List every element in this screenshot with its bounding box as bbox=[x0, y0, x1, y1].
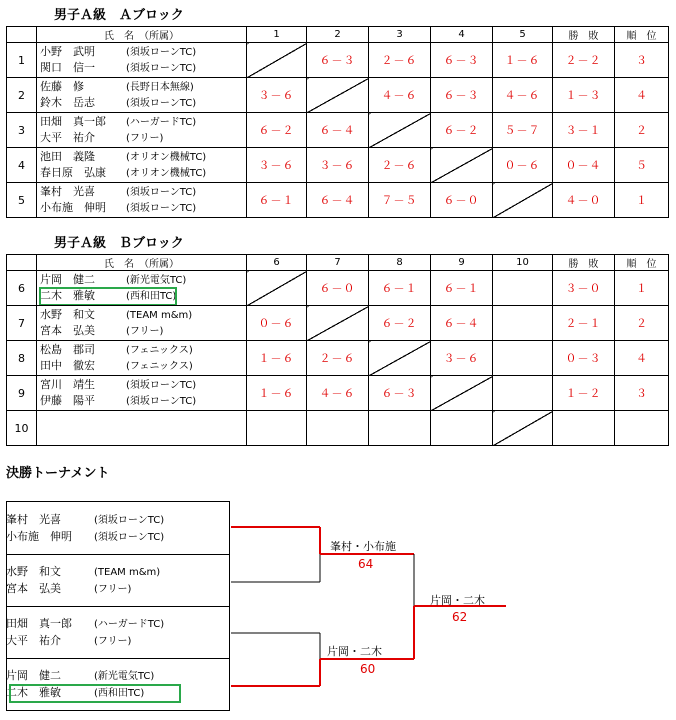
header-col: 2 bbox=[307, 27, 369, 43]
player-affiliation: (ハーガードTC) bbox=[94, 619, 165, 630]
score-cell: ６－２ bbox=[369, 306, 431, 341]
rank: ３ bbox=[615, 376, 669, 411]
player-affiliation: (フリー) bbox=[94, 584, 132, 595]
win-loss: １－３ bbox=[553, 78, 615, 113]
player-name: 池田 義隆 bbox=[40, 150, 95, 163]
win-loss: １－２ bbox=[553, 376, 615, 411]
semi2-score: 60 bbox=[360, 662, 376, 676]
player-name: 小布施 伸明 bbox=[6, 530, 72, 543]
player-name: 大平 祐介 bbox=[6, 634, 61, 647]
rank: １ bbox=[615, 183, 669, 218]
rank: ４ bbox=[615, 78, 669, 113]
player-name: 二木 雅敏 bbox=[6, 686, 61, 699]
player-name: 大平 祐介 bbox=[40, 131, 95, 144]
score-cell: ６－２ bbox=[431, 113, 493, 148]
header-col: 4 bbox=[431, 27, 493, 43]
score-cell: ２－６ bbox=[369, 43, 431, 78]
header-wl: 勝 敗 bbox=[553, 255, 615, 271]
rank: ４ bbox=[615, 341, 669, 376]
rank: １ bbox=[615, 271, 669, 306]
win-loss: ３－１ bbox=[553, 113, 615, 148]
player-affiliation: (フリー) bbox=[94, 636, 132, 647]
player-affiliation: (ハーガードTC) bbox=[126, 117, 197, 128]
player-name: 水野 和文 bbox=[40, 308, 95, 321]
player-affiliation: (須坂ローンTC) bbox=[126, 203, 197, 214]
entry-number: 9 bbox=[7, 376, 37, 411]
score-cell: ４－６ bbox=[369, 78, 431, 113]
player-name: 鈴木 岳志 bbox=[40, 96, 95, 109]
entry-number: 1 bbox=[7, 43, 37, 78]
score-cell: ６－２ bbox=[247, 113, 307, 148]
player-name: 峯村 光喜 bbox=[40, 185, 95, 198]
player-affiliation: (フェニックス) bbox=[126, 361, 193, 372]
score-cell: ６－３ bbox=[431, 43, 493, 78]
score-cell: ０－６ bbox=[493, 148, 553, 183]
score-cell: ２－６ bbox=[307, 341, 369, 376]
player-name: 小布施 伸明 bbox=[40, 201, 106, 214]
win-loss: ０－４ bbox=[553, 148, 615, 183]
header-col: 10 bbox=[493, 255, 553, 271]
player-name: 小野 武明 bbox=[40, 45, 95, 58]
player-name: 峯村 光喜 bbox=[6, 513, 61, 526]
score-cell: ６－０ bbox=[307, 271, 369, 306]
score-cell: ３－６ bbox=[247, 78, 307, 113]
player-name: 水野 和文 bbox=[6, 565, 61, 578]
player-name: 田畑 真一郎 bbox=[6, 617, 72, 630]
player-affiliation: (フリー) bbox=[126, 133, 164, 144]
champion-winner: 片岡・二木 bbox=[430, 594, 485, 607]
player-affiliation: (オリオン機械TC) bbox=[126, 152, 207, 163]
player-name: 松島 郡司 bbox=[40, 343, 95, 356]
header-name: 氏 名 （所属） bbox=[37, 255, 247, 271]
entry-number: 4 bbox=[7, 148, 37, 183]
semi2-winner: 片岡・二木 bbox=[327, 645, 382, 658]
player-affiliation: (新光電気TC) bbox=[94, 671, 155, 682]
player-affiliation: (須坂ローンTC) bbox=[126, 396, 197, 407]
player-affiliation: (須坂ローンTC) bbox=[126, 63, 197, 74]
player-affiliation: (須坂ローンTC) bbox=[126, 187, 197, 198]
score-cell: ３－６ bbox=[247, 148, 307, 183]
rank: ２ bbox=[615, 306, 669, 341]
player-affiliation: (須坂ローンTC) bbox=[126, 47, 197, 58]
header-wl: 勝 敗 bbox=[553, 27, 615, 43]
player-name: 田畑 真一郎 bbox=[40, 115, 106, 128]
player-name: 二木 雅敏 bbox=[40, 289, 95, 302]
entry-number: 3 bbox=[7, 113, 37, 148]
score-cell: １－６ bbox=[247, 341, 307, 376]
player-affiliation: (西和田TC) bbox=[94, 688, 145, 699]
score-cell: ６－３ bbox=[431, 78, 493, 113]
header-rank: 順 位 bbox=[615, 255, 669, 271]
champion-score: 62 bbox=[452, 610, 468, 624]
header-col: 7 bbox=[307, 255, 369, 271]
score-cell: ０－６ bbox=[247, 306, 307, 341]
player-affiliation: (須坂ローンTC) bbox=[126, 380, 197, 391]
score-cell: ６－４ bbox=[431, 306, 493, 341]
player-affiliation: (TEAM m&m) bbox=[126, 310, 193, 321]
player-affiliation: (須坂ローンTC) bbox=[94, 532, 165, 543]
block-a-title: 男子Ａ級 Ａブロック bbox=[54, 8, 184, 23]
player-affiliation: (フェニックス) bbox=[126, 345, 193, 356]
header-col: 9 bbox=[431, 255, 493, 271]
header-name: 氏 名 （所属） bbox=[37, 27, 247, 43]
entry-number: 10 bbox=[7, 411, 37, 446]
player-affiliation: (新光電気TC) bbox=[126, 275, 187, 286]
rank: ２ bbox=[615, 113, 669, 148]
player-affiliation: (西和田TC) bbox=[126, 291, 177, 302]
player-name: 片岡 健二 bbox=[40, 273, 95, 286]
player-affiliation: (須坂ローンTC) bbox=[94, 515, 165, 526]
player-name: 関口 信一 bbox=[40, 61, 95, 74]
player-name: 宮本 弘美 bbox=[6, 582, 61, 595]
win-loss: ２－１ bbox=[553, 306, 615, 341]
score-cell: ６－４ bbox=[307, 183, 369, 218]
player-affiliation: (フリー) bbox=[126, 326, 164, 337]
header-col: 5 bbox=[493, 27, 553, 43]
entry-number: 2 bbox=[7, 78, 37, 113]
player-name: 宮川 靖生 bbox=[40, 378, 95, 391]
win-loss: ０－３ bbox=[553, 341, 615, 376]
score-cell: １－６ bbox=[493, 43, 553, 78]
header-col: 8 bbox=[369, 255, 431, 271]
entry-number: 5 bbox=[7, 183, 37, 218]
score-cell: ６－０ bbox=[431, 183, 493, 218]
rank: ３ bbox=[615, 43, 669, 78]
score-cell: ３－６ bbox=[431, 341, 493, 376]
score-cell: １－６ bbox=[247, 376, 307, 411]
score-cell: ７－５ bbox=[369, 183, 431, 218]
rank: ５ bbox=[615, 148, 669, 183]
score-cell: ６－３ bbox=[307, 43, 369, 78]
player-affiliation: (須坂ローンTC) bbox=[126, 98, 197, 109]
player-affiliation: (TEAM m&m) bbox=[94, 567, 161, 578]
score-cell: ５－７ bbox=[493, 113, 553, 148]
entry-number: 6 bbox=[7, 271, 37, 306]
player-name: 田中 徹宏 bbox=[40, 359, 95, 372]
score-cell: ６－４ bbox=[307, 113, 369, 148]
block-b-title: 男子Ａ級 Ｂブロック bbox=[54, 236, 184, 251]
score-cell: ６－１ bbox=[369, 271, 431, 306]
semi1-winner: 峯村・小布施 bbox=[330, 540, 396, 553]
score-cell: ３－６ bbox=[307, 148, 369, 183]
entry-number: 7 bbox=[7, 306, 37, 341]
header-rank: 順 位 bbox=[615, 27, 669, 43]
score-cell: ４－６ bbox=[493, 78, 553, 113]
player-name: 春日原 弘康 bbox=[40, 166, 106, 179]
score-cell: ６－１ bbox=[431, 271, 493, 306]
header-col: 1 bbox=[247, 27, 307, 43]
header-col: 6 bbox=[247, 255, 307, 271]
player-name: 佐藤 修 bbox=[40, 80, 84, 93]
win-loss: ２－２ bbox=[553, 43, 615, 78]
player-name: 伊藤 陽平 bbox=[40, 394, 95, 407]
win-loss: ３－０ bbox=[553, 271, 615, 306]
header-col: 3 bbox=[369, 27, 431, 43]
player-affiliation: (長野日本無線) bbox=[126, 82, 194, 93]
player-affiliation: (オリオン機械TC) bbox=[126, 168, 207, 179]
score-cell: ２－６ bbox=[369, 148, 431, 183]
player-name: 片岡 健二 bbox=[6, 669, 61, 682]
score-cell: ６－１ bbox=[247, 183, 307, 218]
entry-number: 8 bbox=[7, 341, 37, 376]
final-title: 決勝トーナメント bbox=[6, 466, 110, 481]
semi1-score: 64 bbox=[358, 557, 374, 571]
win-loss: ４－０ bbox=[553, 183, 615, 218]
player-name: 宮本 弘美 bbox=[40, 324, 95, 337]
score-cell: ４－６ bbox=[307, 376, 369, 411]
score-cell: ６－３ bbox=[369, 376, 431, 411]
